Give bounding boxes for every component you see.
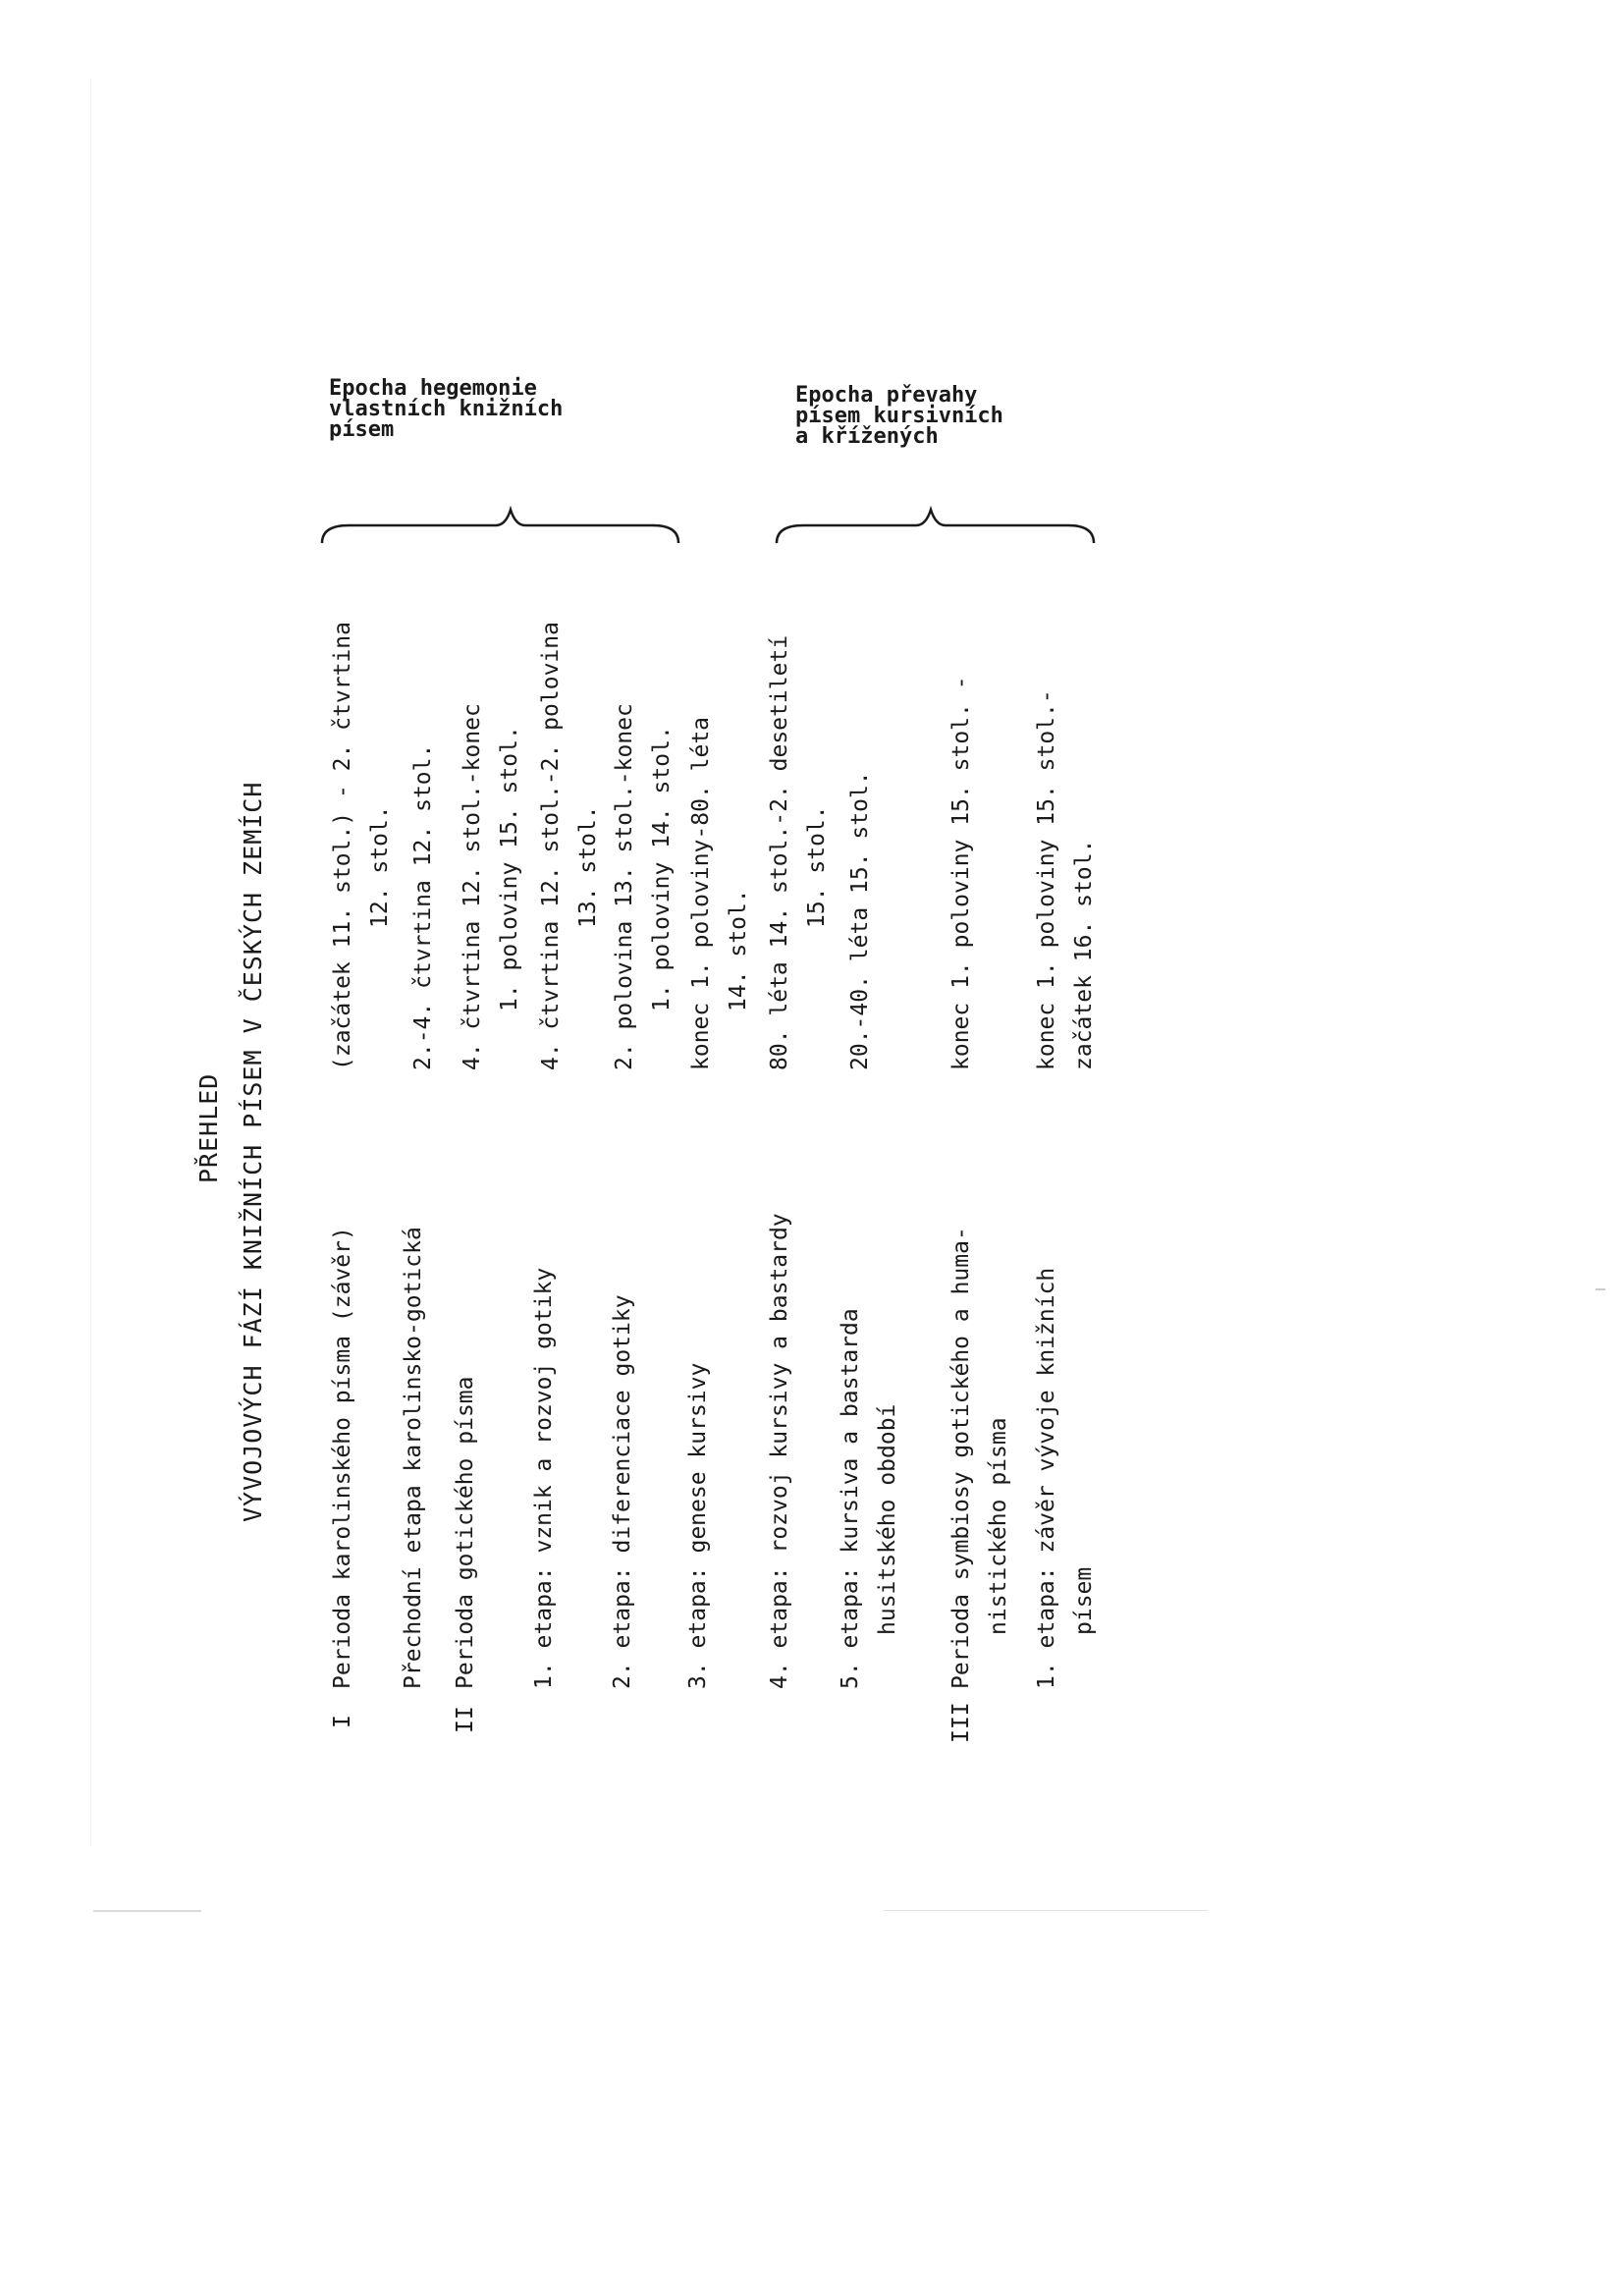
row-dates-cont: začátek 16. stol. <box>1071 839 1097 1070</box>
row-numeral-ii: II <box>453 1706 478 1733</box>
row-numeral-iii: III <box>948 1702 974 1743</box>
row-dates-cont: 1. poloviny 15. stol. <box>497 726 522 1011</box>
scan-speck <box>1596 1288 1605 1290</box>
row-dates-cont: 12. stol. <box>367 805 393 928</box>
row-label: Přechodní etapa karolinsko-gotická <box>401 1227 426 1689</box>
row-label-cont: husitského období <box>875 1403 900 1635</box>
row-label: 5. etapa: kursiva a bastarda <box>838 1308 863 1689</box>
row-label: Perioda karolinského písma (závěr) <box>330 1227 355 1689</box>
document-title: PŘEHLED <box>194 1072 223 1183</box>
row-label: 4. etapa: rozvoj kursivy a bastardy <box>767 1213 792 1689</box>
row-label: Perioda gotického písma <box>453 1376 478 1689</box>
row-dates: 4. čtvrtina 12. stol.-2. polovina <box>538 622 564 1070</box>
epoch-1-line-1: Epocha hegemonie <box>329 376 537 401</box>
row-dates: 4. čtvrtina 12. stol.-konec <box>460 703 485 1070</box>
row-dates-cont: 15. stol. <box>804 805 830 928</box>
scan-speck <box>90 79 91 1846</box>
row-numeral-i: I <box>330 1715 355 1728</box>
row-dates: 2. polovina 13. stol.-konec <box>612 703 637 1070</box>
epoch-1-brace <box>319 506 682 545</box>
scan-speck <box>884 1910 1208 1911</box>
row-dates-cont: 1. poloviny 14. stol. <box>649 726 675 1011</box>
row-dates: 80. léta 14. stol.-2. desetiletí <box>767 634 792 1070</box>
document-subtitle: VÝVOJOVÝCH FÁZÍ KNIŽNÍCH PÍSEM V ČESKÝCH ZEMÍCH <box>239 781 267 1522</box>
row-label-cont: nistického písma <box>986 1417 1011 1635</box>
row-dates: 2.-4. čtvrtina 12. stol. <box>410 743 436 1070</box>
epoch-2-line-3: a křížených <box>795 424 939 449</box>
row-label-cont: písem <box>1071 1566 1097 1635</box>
row-dates-cont: 13. stol. <box>575 805 601 928</box>
row-dates: konec 1. poloviny 15. stol. - <box>948 676 974 1070</box>
row-label: 2. etapa: diferenciace gotiky <box>610 1294 635 1689</box>
row-label: 1. etapa: závěr vývoje knižních <box>1034 1267 1059 1689</box>
epoch-2-line-2: písem kursivních <box>795 404 1003 428</box>
row-dates: konec 1. poloviny 15. stol.- <box>1034 689 1059 1070</box>
row-dates: (začátek 11. stol.) - 2. čtvrtina <box>330 622 355 1070</box>
epoch-1-line-2: vlastních knižních <box>329 397 564 421</box>
row-dates: konec 1. poloviny-80. léta <box>688 716 714 1070</box>
epoch-1-line-3: písem <box>329 417 395 442</box>
epoch-label-1 <box>329 378 563 440</box>
epoch-2-brace <box>774 506 1098 545</box>
row-dates-cont: 14. stol. <box>726 889 751 1011</box>
row-dates: 20.-40. léta 15. stol. <box>847 771 873 1070</box>
epoch-2-line-1: Epocha převahy <box>795 383 978 408</box>
scan-speck <box>93 1910 201 1912</box>
epoch-label-2 <box>795 385 1003 447</box>
row-label: Perioda symbiosy gotického a huma- <box>948 1227 974 1689</box>
row-label: 1. etapa: vznik a rozvoj gotiky <box>531 1267 557 1689</box>
row-label: 3. etapa: genese kursivy <box>685 1362 711 1689</box>
